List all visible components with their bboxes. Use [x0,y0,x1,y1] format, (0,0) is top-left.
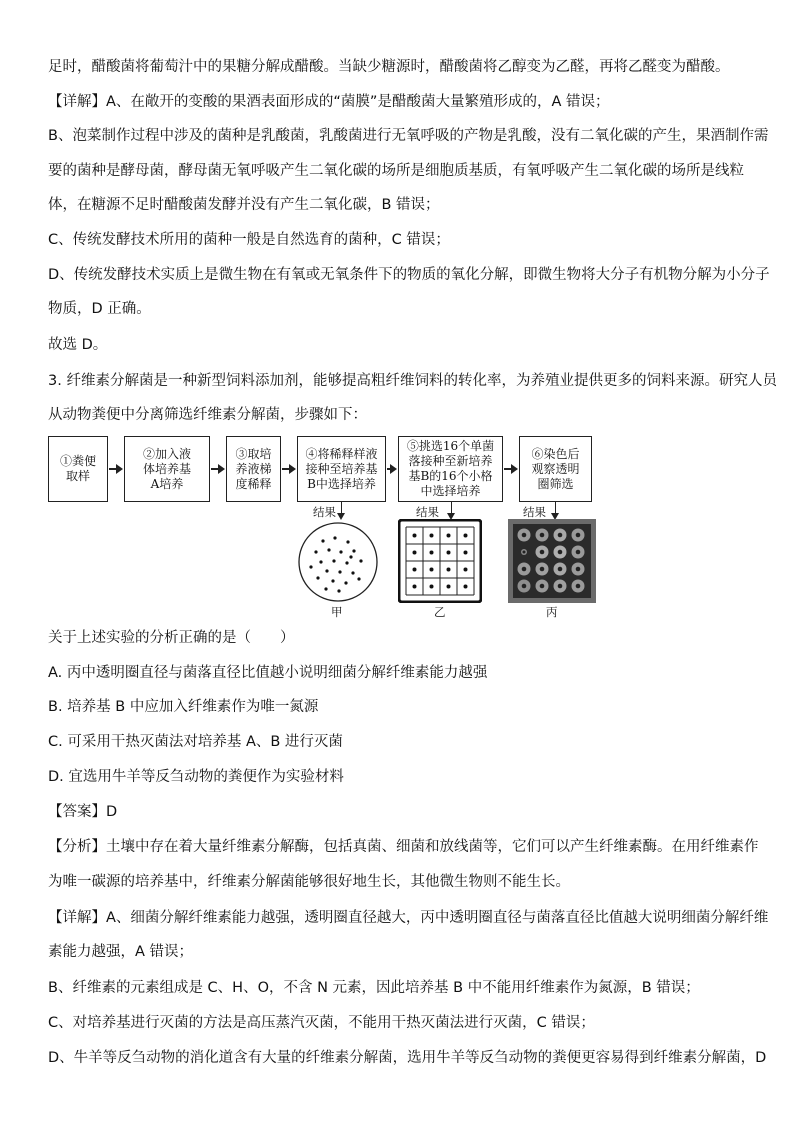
caption-yi: 乙 [434,605,446,619]
detail-line: 【详解】A、细菌分解纤维素能力越强，透明圈直径越大，丙中透明圈直径与菌落直径比值越大说明细菌分解纤维 [48,910,769,926]
answer-label: 【答案】D [48,804,118,820]
analysis-line: 【分析】土壤中存在着大量纤维素分解酶，包括真菌、细菌和放线菌等，它们可以产生纤维素酶。在用纤维素作 [48,839,759,855]
result-label: 结果 [523,505,546,519]
text-line: 物质，D 正确。 [48,301,151,317]
flow-step-3: ③取培 养液梯 度稀释 [226,436,281,502]
stained-plate-bing [508,519,596,603]
text-line: 故选 D。 [48,337,108,353]
text-line: 【详解】A、在敞开的变酸的果酒表面形成的“菌膜”是醋酸菌大量繁殖形成的，A 错误； [48,94,610,110]
text-line: C、传统发酵技术所用的菌种一般是自然选育的菌种，C 错误； [48,232,450,248]
flow-step-2: ②加入液 体培养基 A培养 [124,436,210,502]
result-label: 结果 [416,505,439,519]
detail-line: B、纤维素的元素组成是 C、H、O，不含 N 元素，因此培养基 B 中不能用纤维素作为氮源，B 错误； [48,980,700,996]
flow-step-1: ①粪便 取样 [48,436,108,502]
caption-bing: 丙 [546,605,558,619]
analysis-line: 为唯一碳源的培养基中，纤维素分解菌能够很好地生长，其他微生物则不能生长。 [48,874,570,890]
grid-plate-yi [398,519,482,603]
caption-jia: 甲 [331,605,343,619]
question-stem: 关于上述实验的分析正确的是（ ） [48,630,295,646]
text-line: 要的菌种是酵母菌，酵母菌无氧呼吸产生二氧化碳的场所是细胞质基质，有氧呼吸产生二氧化碳的场所是线粒 [48,163,744,179]
flow-step-4: ④将稀释样液 接种至培养基 B中选择培养 [297,436,386,502]
flow-arrow [282,468,294,470]
text-line: B、泡菜制作过程中涉及的菌种是乳酸菌，乳酸菌进行无氧呼吸的产物是乳酸，没有二氧化碳的产生，果酒制作需 [48,128,769,144]
text-line: 足时，醋酸菌将葡萄汁中的果糖分解成醋酸。当缺少糖源时，醋酸菌将乙醇变为乙醛，再将乙醛变为醋酸。 [48,59,730,75]
flow-arrow [211,468,223,470]
flow-arrow [504,468,516,470]
text-line: 体，在糖源不足时醋酸菌发酵并没有产生二氧化碳，B 错误； [48,197,440,213]
option-c: C. 可采用干热灭菌法对培养基 A、B 进行灭菌 [48,734,343,750]
flow-step-6: ⑥染色后 观察透明 圈筛选 [519,436,592,502]
petri-dish-jia [291,521,385,603]
experiment-flow-diagram [48,436,748,621]
detail-line: C、对培养基进行灭菌的方法是高压蒸汽灭菌，不能用干热灭菌法进行灭菌，C 错误； [48,1015,595,1031]
detail-line: 素能力越强，A 错误； [48,944,194,960]
flow-arrow [387,468,395,470]
down-arrow [337,513,345,520]
text-line: D、传统发酵技术实质上是微生物在有氧或无氧条件下的物质的氧化分解，即微生物将大分子有机物分解为小分子 [48,267,770,283]
option-a: A. 丙中透明圈直径与菌落直径比值越小说明细菌分解纤维素能力越强 [48,665,488,681]
flow-arrow [109,468,121,470]
option-b: B. 培养基 B 中应加入纤维素作为唯一氮源 [48,699,319,715]
result-label: 结果 [313,505,336,519]
option-d: D. 宜选用牛羊等反刍动物的粪便作为实验材料 [48,769,344,785]
question-intro-line: 从动物粪便中分离筛选纤维素分解菌，步骤如下： [48,407,367,423]
detail-line: D、牛羊等反刍动物的消化道含有大量的纤维素分解菌，选用牛羊等反刍动物的粪便更容易得到纤维素分解菌，D [48,1050,767,1066]
flow-step-5: ⑤挑选16个单菌 落接种至新培养 基B的16个小格 中选择培养 [398,436,503,502]
question-intro-line: 3. 纤维素分解菌是一种新型饲料添加剂，能够提高粗纤维饲料的转化率，为养殖业提供更多的饲料来源。研究人员 [48,373,777,389]
